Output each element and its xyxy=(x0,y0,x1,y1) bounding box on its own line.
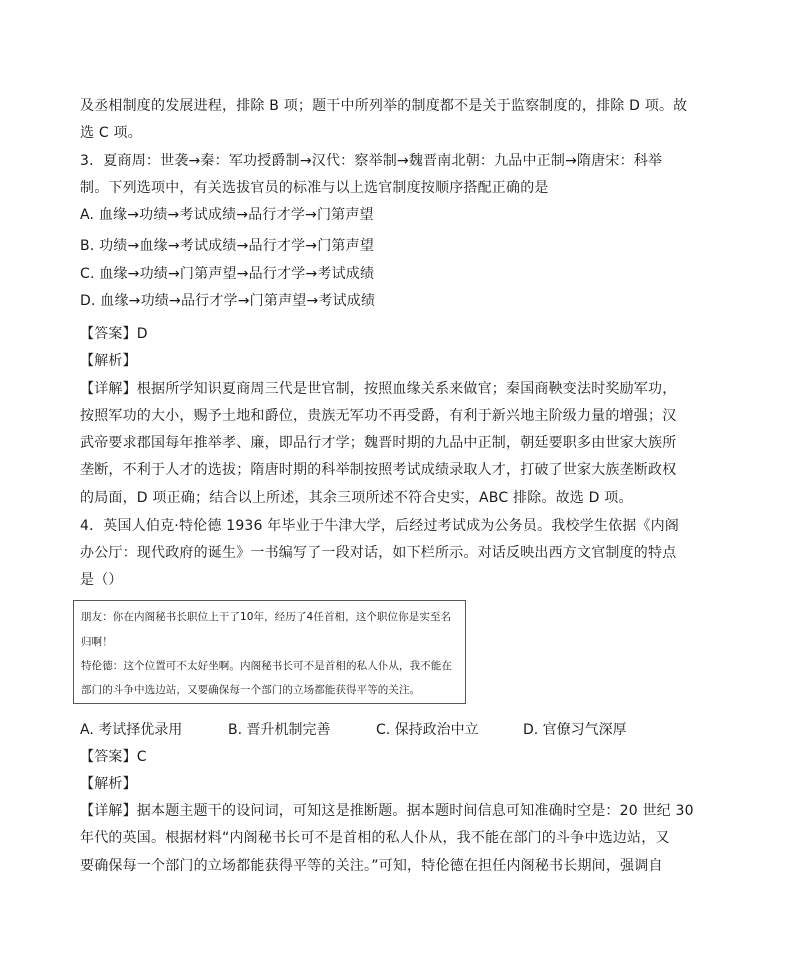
explanation-line: 的局面，D 项正确；结合以上所述，其余三项所述不符合史实，ABC 排除。故选 D 项。 xyxy=(80,490,633,506)
dialogue-line: 特伦德：这个位置可不太好坐啊。内阁秘书长可不是首相的私人仆从，我不能在 xyxy=(81,660,452,672)
choice-d: D. 官僚习气深厚 xyxy=(523,722,627,738)
explanation-line: 要确保每一个部门的立场都能获得平等的关注。”可知，特伦德在担任内阁秘书长期间，强调自 xyxy=(80,858,663,874)
explanation-line: 垄断，不利于人才的选拔；隋唐时期的科举制按照考试成绩录取人才，打破了世家大族垄断政权 xyxy=(80,462,677,478)
analysis-label: 【解析】 xyxy=(80,353,137,369)
explanation-line: 年代的英国。根据材料“内阁秘书长可不是首相的私人仆从，我不能在部门的斗争中选边站，又 xyxy=(80,830,670,846)
option-a: A. 血缘→功绩→考试成绩→品行才学→门第声望 xyxy=(80,207,374,223)
dialogue-line: 归啊！ xyxy=(81,636,113,648)
choice-a: A. 考试择优录用 xyxy=(80,722,183,738)
answer-label: 【答案】C xyxy=(80,749,147,765)
analysis-label: 【解析】 xyxy=(80,776,137,792)
explanation-line: 武帝要求郡国每年推举孝、廉，即品行才学；魏晋时期的九品中正制，朝廷要职多由世家大族所 xyxy=(80,435,677,451)
question-3-stem: 3．夏商周：世袭→秦：军功授爵制→汉代：察举制→魏晋南北朝：九品中正制→隋唐宋：科举 xyxy=(80,153,663,169)
dialogue-box xyxy=(73,600,466,704)
dialogue-line: 部门的斗争中选边站，又要确保每一个部门的立场都能获得平等的关注。 xyxy=(81,684,421,696)
option-b: B. 功绩→血缘→考试成绩→品行才学→门第声望 xyxy=(80,238,375,254)
question-4-stem: 4．英国人伯克·特伦德 1936 年毕业于牛津大学，后经过考试成为公务员。我校学生依据《内阁 xyxy=(80,518,680,534)
question-3-stem: 制。下列选项中，有关选拔官员的标准与以上选官制度按顺序搭配正确的是 xyxy=(80,180,549,196)
explanation-line: 按照军功的大小，赐予土地和爵位，贵族无军功不再受爵，有利于新兴地主阶级力量的增强；汉 xyxy=(80,408,677,424)
explanation-line: 【详解】据本题主题干的设问词，可知这是推断题。据本题时间信息可知准确时空是：20 世纪 30 xyxy=(80,803,694,819)
choice-c: C. 保持政治中立 xyxy=(376,722,479,738)
option-d: D. 血缘→功绩→品行才学→门第声望→考试成绩 xyxy=(80,293,376,309)
explanation-line: 【详解】根据所学知识夏商周三代是世官制，按照血缘关系来做官；秦国商鞅变法时奖励军功， xyxy=(80,381,677,397)
question-4-stem: 是（） xyxy=(80,572,123,588)
choice-b: B. 晋升机制完善 xyxy=(228,722,331,738)
option-c: C. 血缘→功绩→门第声望→品行才学→考试成绩 xyxy=(80,266,375,282)
dialogue-line: 朋友：你在内阁秘书长职位上干了10年，经历了4任首相，这个职位你是实至名 xyxy=(81,611,452,623)
question-4-stem: 办公厅：现代政府的诞生》一书编写了一段对话，如下栏所示。对话反映出西方文官制度的特点 xyxy=(80,545,677,561)
text-line: 及丞相制度的发展进程，排除 B 项；题干中所列举的制度都不是关于监察制度的，排除 D 项。故 xyxy=(80,98,688,114)
text-line: 选 C 项。 xyxy=(80,125,142,141)
answer-label: 【答案】D xyxy=(80,326,148,342)
